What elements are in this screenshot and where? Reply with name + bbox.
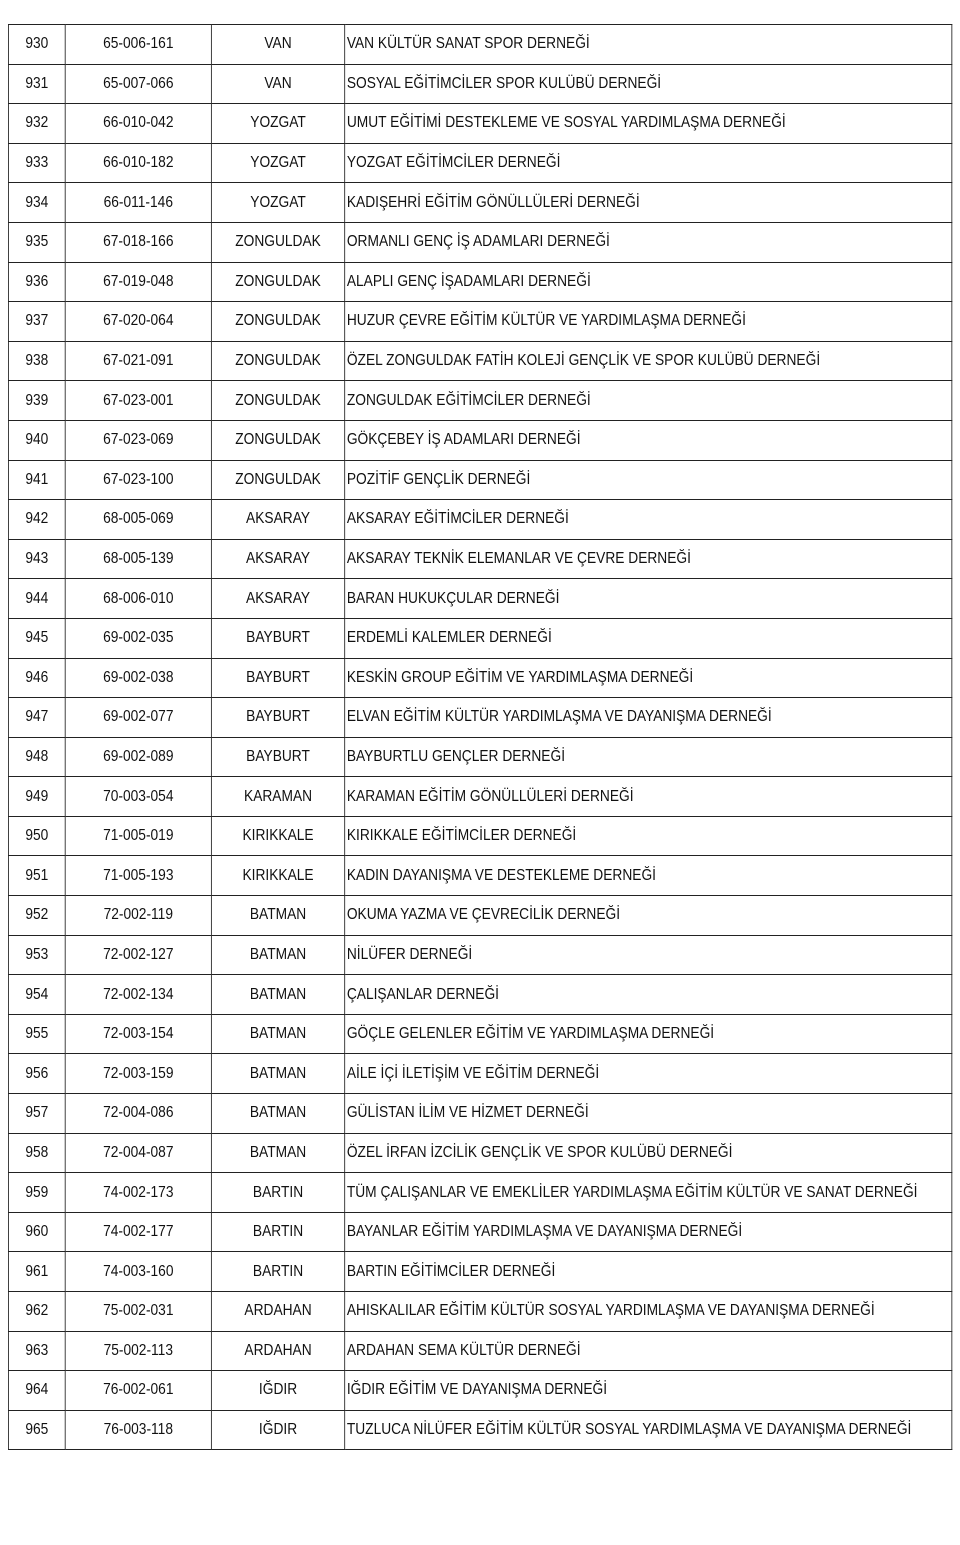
row-number-cell: 934 <box>8 183 65 223</box>
association-name-cell: KIRIKKALE EĞİTİMCİLER DERNEĞİ <box>345 816 952 856</box>
row-number-cell: 930 <box>8 25 65 65</box>
table-row <box>8 143 951 183</box>
association-name-cell: AHISKALILAR EĞİTİM KÜLTÜR SOSYAL YARDIMLAŞMA VE DAYANIŞMA DERNEĞİ <box>345 1292 952 1332</box>
table-row <box>8 618 951 658</box>
city-cell: ZONGULDAK <box>211 302 344 342</box>
registry-code-cell: 72-003-159 <box>65 1054 211 1094</box>
registry-code-cell: 69-002-077 <box>65 698 211 738</box>
row-number-cell: 948 <box>8 737 65 777</box>
row-number-cell: 945 <box>8 618 65 658</box>
row-number-cell: 960 <box>8 1212 65 1252</box>
city-cell: BATMAN <box>211 896 344 936</box>
city-cell: ZONGULDAK <box>211 222 344 262</box>
registry-code-cell: 75-002-113 <box>65 1331 211 1371</box>
row-number-cell: 956 <box>8 1054 65 1094</box>
table-row <box>8 1054 951 1094</box>
association-name-cell: ÖZEL ZONGULDAK FATİH KOLEJİ GENÇLİK VE SPOR KULÜBÜ DERNEĞİ <box>345 341 952 381</box>
association-name-cell: ÇALIŞANLAR DERNEĞİ <box>345 975 952 1015</box>
city-cell: BATMAN <box>211 1054 344 1094</box>
row-number-cell: 963 <box>8 1331 65 1371</box>
city-cell: BAYBURT <box>211 737 344 777</box>
row-number-cell: 943 <box>8 539 65 579</box>
table-row <box>8 1252 951 1292</box>
row-number-cell: 942 <box>8 500 65 540</box>
table-row <box>8 1094 951 1134</box>
city-cell: YOZGAT <box>211 183 344 223</box>
row-number-cell: 953 <box>8 935 65 975</box>
table-row <box>8 500 951 540</box>
association-name-cell: HUZUR ÇEVRE EĞİTİM KÜLTÜR VE YARDIMLAŞMA DERNEĞİ <box>345 302 952 342</box>
association-name-cell: VAN KÜLTÜR SANAT SPOR DERNEĞİ <box>345 25 952 65</box>
row-number-cell: 955 <box>8 1014 65 1054</box>
city-cell: ARDAHAN <box>211 1331 344 1371</box>
association-name-cell: TÜM ÇALIŞANLAR VE EMEKLİLER YARDIMLAŞMA EĞİTİM KÜLTÜR VE SANAT DERNEĞİ <box>345 1173 952 1213</box>
city-cell: VAN <box>211 64 344 104</box>
association-name-cell: BARTIN EĞİTİMCİLER DERNEĞİ <box>345 1252 952 1292</box>
association-name-cell: ELVAN EĞİTİM KÜLTÜR YARDIMLAŞMA VE DAYANIŞMA DERNEĞİ <box>345 698 952 738</box>
table-row <box>8 1371 951 1411</box>
table-row <box>8 1014 951 1054</box>
association-name-cell: GÖÇLE GELENLER EĞİTİM VE YARDIMLAŞMA DERNEĞİ <box>345 1014 952 1054</box>
table-row <box>8 1292 951 1332</box>
city-cell: BARTIN <box>211 1212 344 1252</box>
table-row <box>8 658 951 698</box>
table-row <box>8 302 951 342</box>
city-cell: YOZGAT <box>211 143 344 183</box>
city-cell: KIRIKKALE <box>211 816 344 856</box>
association-name-cell: ARDAHAN SEMA KÜLTÜR DERNEĞİ <box>345 1331 952 1371</box>
association-name-cell: KARAMAN EĞİTİM GÖNÜLLÜLERİ DERNEĞİ <box>345 777 952 817</box>
registry-code-cell: 67-020-064 <box>65 302 211 342</box>
association-name-cell: GÜLİSTAN İLİM VE HİZMET DERNEĞİ <box>345 1094 952 1134</box>
table-row <box>8 1212 951 1252</box>
registry-code-cell: 74-002-173 <box>65 1173 211 1213</box>
registry-code-cell: 65-007-066 <box>65 64 211 104</box>
city-cell: ARDAHAN <box>211 1292 344 1332</box>
table-row <box>8 183 951 223</box>
registry-code-cell: 72-003-154 <box>65 1014 211 1054</box>
table-row <box>8 1331 951 1371</box>
row-number-cell: 940 <box>8 420 65 460</box>
table-row <box>8 777 951 817</box>
association-name-cell: AİLE İÇİ İLETİŞİM VE EĞİTİM DERNEĞİ <box>345 1054 952 1094</box>
registry-code-cell: 67-023-100 <box>65 460 211 500</box>
registry-code-cell: 66-011-146 <box>65 183 211 223</box>
table-row <box>8 539 951 579</box>
table-row <box>8 222 951 262</box>
registry-code-cell: 70-003-054 <box>65 777 211 817</box>
row-number-cell: 932 <box>8 104 65 144</box>
row-number-cell: 944 <box>8 579 65 619</box>
registry-code-cell: 68-005-069 <box>65 500 211 540</box>
registry-code-cell: 72-002-119 <box>65 896 211 936</box>
registry-code-cell: 72-002-127 <box>65 935 211 975</box>
association-name-cell: AKSARAY TEKNİK ELEMANLAR VE ÇEVRE DERNEĞİ <box>345 539 952 579</box>
city-cell: YOZGAT <box>211 104 344 144</box>
association-name-cell: POZİTİF GENÇLİK DERNEĞİ <box>345 460 952 500</box>
row-number-cell: 949 <box>8 777 65 817</box>
association-table <box>8 24 952 1450</box>
table-row <box>8 262 951 302</box>
registry-code-cell: 65-006-161 <box>65 25 211 65</box>
row-number-cell: 962 <box>8 1292 65 1332</box>
association-name-cell: ERDEMLİ KALEMLER DERNEĞİ <box>345 618 952 658</box>
city-cell: ZONGULDAK <box>211 341 344 381</box>
table-row <box>8 64 951 104</box>
table-row <box>8 460 951 500</box>
association-name-cell: TUZLUCA NİLÜFER EĞİTİM KÜLTÜR SOSYAL YARDIMLAŞMA VE DAYANIŞMA DERNEĞİ <box>345 1410 952 1450</box>
row-number-cell: 947 <box>8 698 65 738</box>
table-row <box>8 816 951 856</box>
row-number-cell: 951 <box>8 856 65 896</box>
row-number-cell: 961 <box>8 1252 65 1292</box>
association-name-cell: KESKİN GROUP EĞİTİM VE YARDIMLAŞMA DERNEĞİ <box>345 658 952 698</box>
association-name-cell: GÖKÇEBEY İŞ ADAMLARI DERNEĞİ <box>345 420 952 460</box>
registry-code-cell: 66-010-182 <box>65 143 211 183</box>
association-name-cell: ORMANLI GENÇ İŞ ADAMLARI DERNEĞİ <box>345 222 952 262</box>
row-number-cell: 938 <box>8 341 65 381</box>
table-row <box>8 698 951 738</box>
city-cell: IĞDIR <box>211 1371 344 1411</box>
city-cell: KIRIKKALE <box>211 856 344 896</box>
city-cell: ZONGULDAK <box>211 262 344 302</box>
city-cell: BATMAN <box>211 975 344 1015</box>
association-name-cell: AKSARAY EĞİTİMCİLER DERNEĞİ <box>345 500 952 540</box>
registry-code-cell: 76-002-061 <box>65 1371 211 1411</box>
city-cell: BATMAN <box>211 1014 344 1054</box>
registry-code-cell: 76-003-118 <box>65 1410 211 1450</box>
table-row <box>8 1173 951 1213</box>
row-number-cell: 935 <box>8 222 65 262</box>
city-cell: ZONGULDAK <box>211 420 344 460</box>
city-cell: BAYBURT <box>211 698 344 738</box>
registry-code-cell: 72-004-087 <box>65 1133 211 1173</box>
row-number-cell: 941 <box>8 460 65 500</box>
registry-code-cell: 69-002-089 <box>65 737 211 777</box>
table-row <box>8 579 951 619</box>
registry-code-cell: 74-003-160 <box>65 1252 211 1292</box>
association-name-cell: BARAN HUKUKÇULAR DERNEĞİ <box>345 579 952 619</box>
city-cell: ZONGULDAK <box>211 381 344 421</box>
association-name-cell: OKUMA YAZMA VE ÇEVRECİLİK DERNEĞİ <box>345 896 952 936</box>
row-number-cell: 931 <box>8 64 65 104</box>
row-number-cell: 958 <box>8 1133 65 1173</box>
table-row <box>8 341 951 381</box>
city-cell: BATMAN <box>211 1094 344 1134</box>
table-row <box>8 896 951 936</box>
registry-code-cell: 72-004-086 <box>65 1094 211 1134</box>
association-name-cell: KADIŞEHRİ EĞİTİM GÖNÜLLÜLERİ DERNEĞİ <box>345 183 952 223</box>
association-table-body <box>8 25 951 1450</box>
row-number-cell: 965 <box>8 1410 65 1450</box>
row-number-cell: 957 <box>8 1094 65 1134</box>
city-cell: BATMAN <box>211 935 344 975</box>
row-number-cell: 952 <box>8 896 65 936</box>
association-name-cell: ALAPLI GENÇ İŞADAMLARI DERNEĞİ <box>345 262 952 302</box>
registry-code-cell: 71-005-019 <box>65 816 211 856</box>
row-number-cell: 946 <box>8 658 65 698</box>
row-number-cell: 937 <box>8 302 65 342</box>
association-name-cell: YOZGAT EĞİTİMCİLER DERNEĞİ <box>345 143 952 183</box>
row-number-cell: 933 <box>8 143 65 183</box>
row-number-cell: 954 <box>8 975 65 1015</box>
association-name-cell: IĞDIR EĞİTİM VE DAYANIŞMA DERNEĞİ <box>345 1371 952 1411</box>
association-name-cell: BAYBURTLU GENÇLER DERNEĞİ <box>345 737 952 777</box>
registry-code-cell: 68-005-139 <box>65 539 211 579</box>
city-cell: AKSARAY <box>211 579 344 619</box>
association-name-cell: ÖZEL İRFAN İZCİLİK GENÇLİK VE SPOR KULÜBÜ DERNEĞİ <box>345 1133 952 1173</box>
association-name-cell: UMUT EĞİTİMİ DESTEKLEME VE SOSYAL YARDIMLAŞMA DERNEĞİ <box>345 104 952 144</box>
association-name-cell: BAYANLAR EĞİTİM YARDIMLAŞMA VE DAYANIŞMA DERNEĞİ <box>345 1212 952 1252</box>
row-number-cell: 950 <box>8 816 65 856</box>
registry-code-cell: 69-002-038 <box>65 658 211 698</box>
city-cell: KARAMAN <box>211 777 344 817</box>
table-row <box>8 1133 951 1173</box>
table-row <box>8 856 951 896</box>
row-number-cell: 959 <box>8 1173 65 1213</box>
table-row <box>8 381 951 421</box>
city-cell: BARTIN <box>211 1173 344 1213</box>
association-name-cell: SOSYAL EĞİTİMCİLER SPOR KULÜBÜ DERNEĞİ <box>345 64 952 104</box>
table-row <box>8 737 951 777</box>
association-name-cell: ZONGULDAK EĞİTİMCİLER DERNEĞİ <box>345 381 952 421</box>
table-row <box>8 25 951 65</box>
table-row <box>8 975 951 1015</box>
registry-code-cell: 67-023-001 <box>65 381 211 421</box>
city-cell: AKSARAY <box>211 500 344 540</box>
registry-code-cell: 71-005-193 <box>65 856 211 896</box>
row-number-cell: 939 <box>8 381 65 421</box>
registry-code-cell: 72-002-134 <box>65 975 211 1015</box>
table-row <box>8 935 951 975</box>
row-number-cell: 936 <box>8 262 65 302</box>
table-row <box>8 1410 951 1450</box>
registry-code-cell: 66-010-042 <box>65 104 211 144</box>
city-cell: VAN <box>211 25 344 65</box>
registry-code-cell: 74-002-177 <box>65 1212 211 1252</box>
city-cell: ZONGULDAK <box>211 460 344 500</box>
city-cell: BAYBURT <box>211 658 344 698</box>
table-row <box>8 420 951 460</box>
city-cell: IĞDIR <box>211 1410 344 1450</box>
association-name-cell: NİLÜFER DERNEĞİ <box>345 935 952 975</box>
city-cell: BAYBURT <box>211 618 344 658</box>
registry-code-cell: 67-023-069 <box>65 420 211 460</box>
row-number-cell: 964 <box>8 1371 65 1411</box>
city-cell: BARTIN <box>211 1252 344 1292</box>
city-cell: AKSARAY <box>211 539 344 579</box>
registry-code-cell: 67-018-166 <box>65 222 211 262</box>
association-name-cell: KADIN DAYANIŞMA VE DESTEKLEME DERNEĞİ <box>345 856 952 896</box>
city-cell: BATMAN <box>211 1133 344 1173</box>
registry-code-cell: 69-002-035 <box>65 618 211 658</box>
registry-code-cell: 67-019-048 <box>65 262 211 302</box>
registry-code-cell: 68-006-010 <box>65 579 211 619</box>
table-row <box>8 104 951 144</box>
registry-code-cell: 67-021-091 <box>65 341 211 381</box>
registry-code-cell: 75-002-031 <box>65 1292 211 1332</box>
